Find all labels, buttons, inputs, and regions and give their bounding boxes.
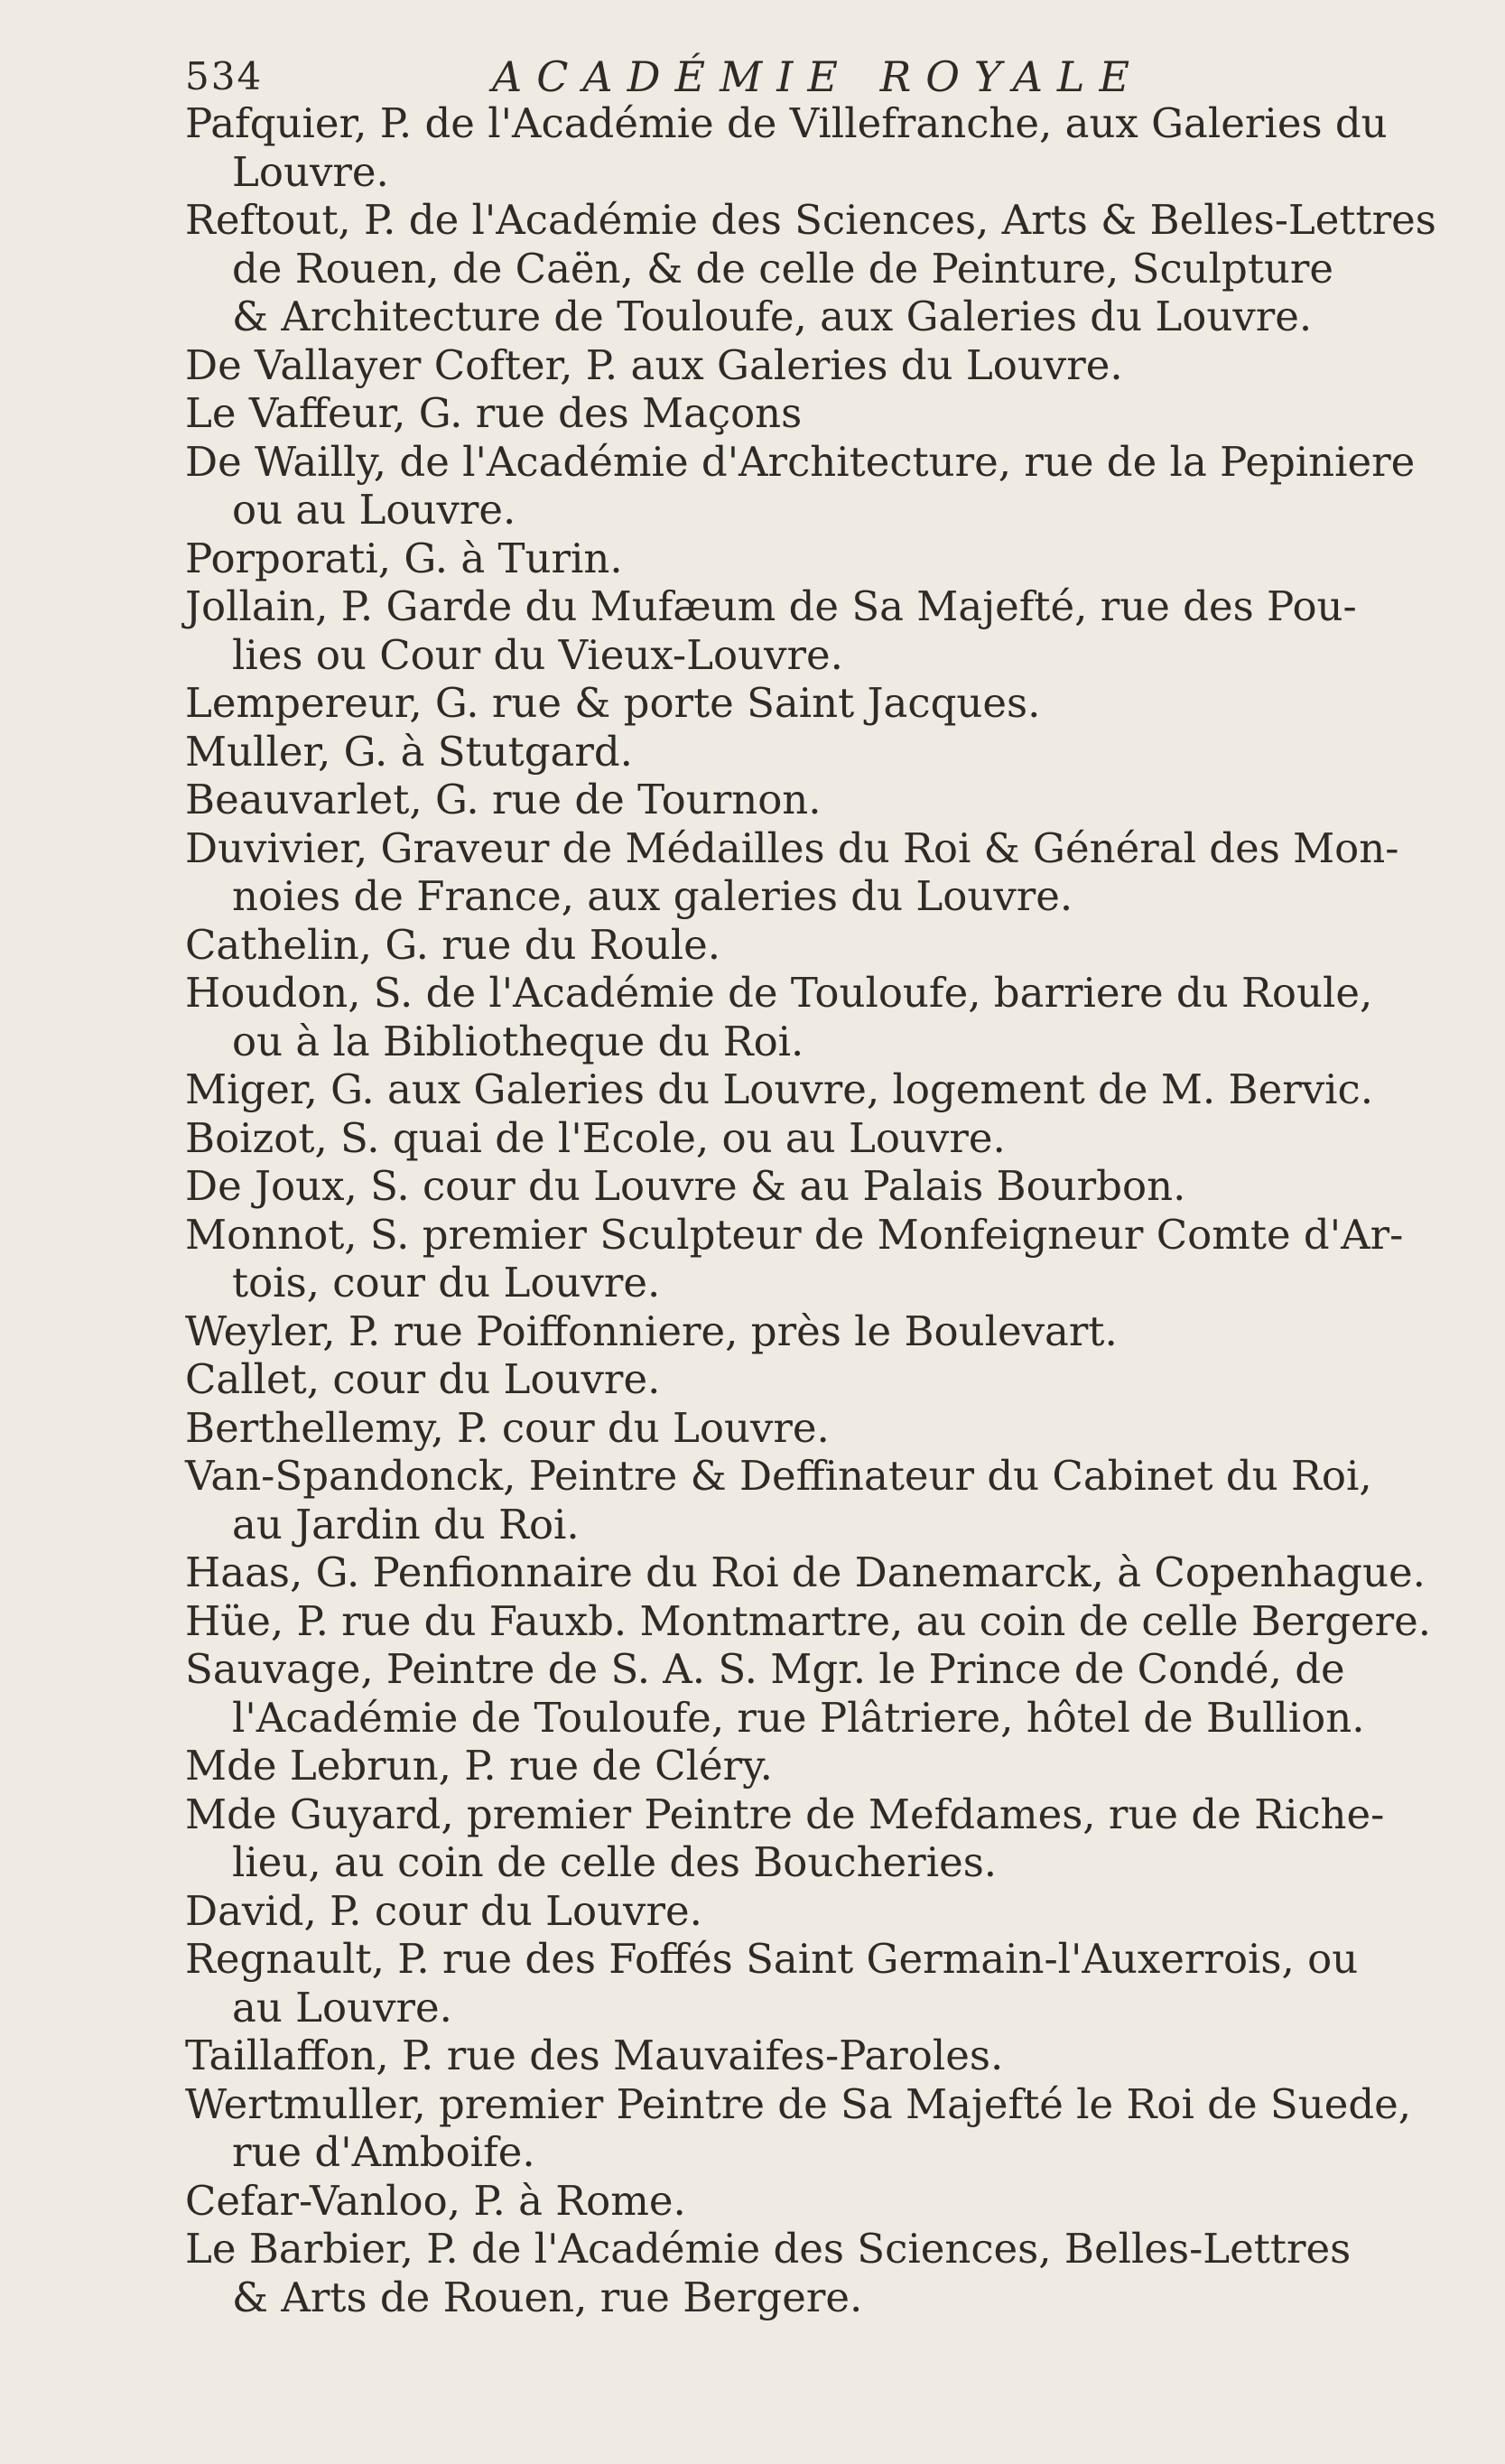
entry-line: Wertmuller, premier Peintre de Sa Majefté le Roi de Suede, (185, 2079, 1412, 2128)
entry-line: Taillaffon, P. rue des Mauvaifes-Paroles. (185, 2032, 1004, 2079)
entry-line: Le Vaffeur, G. rue des Maçons (185, 389, 803, 437)
entry-line: Weyler, P. rue Poiffonniere, près le Boulevart. (185, 1306, 1118, 1355)
entry-continuation-line: lieu, au coin de celle des Boucheries. (232, 1838, 998, 1886)
entry-line: De Joux, S. cour du Louvre & au Palais Bourbon. (185, 1162, 1186, 1210)
list-entry (185, 341, 1467, 390)
member-list (185, 99, 1467, 2321)
list-entry (185, 1162, 1467, 1211)
list-entry (185, 1548, 1467, 1597)
page-number: 534 (185, 54, 264, 98)
page-header (185, 43, 1467, 107)
entry-line: Monnot, S. premier Sculpteur de Monfeigneur Comte d'Ar- (185, 1210, 1404, 1259)
entry-continuation-line: au Jardin du Roi. (232, 1500, 580, 1548)
entry-line: Le Barbier, P. de l'Académie des Sciences, Belles-Lettres (185, 2225, 1352, 2273)
entry-continuation-line: tois, cour du Louvre. (232, 1259, 661, 1306)
entry-continuation-line: de Rouen, de Caën, & de celle de Peinture, Sculpture (232, 244, 1334, 293)
entry-line: Cathelin, G. rue du Roule. (185, 920, 721, 969)
entry-line: Muller, G. à Stutgard. (185, 727, 633, 776)
entry-line: Sauvage, Peintre de S. A. S. Mgr. le Prince de Condé, de (185, 1645, 1345, 1693)
entry-continuation-line: l'Académie de Touloufe, rue Plâtriere, hôtel de Bullion. (232, 1693, 1365, 1742)
running-title: ACADÉMIE ROYALE (492, 52, 1145, 101)
entry-line: Cefar-Vanloo, P. à Rome. (185, 2176, 686, 2225)
entry-continuation-line: noies de France, aux galeries du Louvre. (232, 872, 1073, 920)
entry-line: Mde Guyard, premier Peintre de Mefdames, rue de Riche- (185, 1790, 1385, 1838)
list-entry (185, 582, 1467, 679)
entry-line: Jollain, P. Garde du Mufæum de Sa Majefté, rue des Pou- (185, 582, 1357, 630)
entry-continuation-line: lies ou Cour du Vieux-Louvre. (232, 630, 843, 679)
entry-line: Porporati, G. à Turin. (185, 534, 623, 582)
list-entry (185, 1065, 1467, 1114)
entry-line: Beauvarlet, G. rue de Tournon. (185, 776, 822, 823)
list-entry (185, 389, 1467, 438)
entry-line: Regnault, P. rue des Foffés Saint Germain-l'Auxerrois, ou (185, 1935, 1359, 1983)
list-entry (185, 1452, 1467, 1548)
list-entry (185, 438, 1467, 535)
list-entry (185, 2080, 1467, 2177)
list-entry (185, 99, 1467, 196)
list-entry (185, 1404, 1467, 1453)
entry-line: Mde Lebrun, P. rue de Cléry. (185, 1742, 773, 1790)
list-entry (185, 679, 1467, 728)
list-entry (185, 535, 1467, 583)
list-entry (185, 1114, 1467, 1163)
list-entry (185, 1935, 1467, 2032)
entry-continuation-line: au Louvre. (232, 1983, 452, 2032)
list-entry (185, 1597, 1467, 1646)
entry-continuation-line: & Architecture de Touloufe, aux Galeries du Louvre. (232, 293, 1313, 340)
list-entry (185, 728, 1467, 776)
list-entry (185, 1211, 1467, 1307)
entry-line: Hüe, P. rue du Fauxb. Montmartre, au coin de celle Bergere. (185, 1596, 1432, 1645)
list-entry (185, 776, 1467, 824)
entry-line: Lempereur, G. rue & porte Saint Jacques. (185, 679, 1041, 727)
entry-line: Berthellemy, P. cour du Louvre. (185, 1403, 830, 1452)
entry-continuation-line: ou au Louvre. (232, 486, 516, 534)
entry-line: Duvivier, Graveur de Médailles du Roi & Général des Mon- (185, 823, 1399, 872)
entry-line: De Wailly, de l'Académie d'Architecture, rue de la Pepiniere (185, 437, 1416, 486)
entry-continuation-line: Louvre. (232, 147, 389, 196)
list-entry (185, 1742, 1467, 1790)
list-entry (185, 1790, 1467, 1887)
list-entry (185, 1645, 1467, 1742)
list-entry (185, 2032, 1467, 2080)
list-entry (185, 1355, 1467, 1404)
list-entry (185, 921, 1467, 970)
entry-line: Boizot, S. quai de l'Ecole, ou au Louvre. (185, 1113, 1006, 1162)
entry-continuation-line: rue d'Amboife. (232, 2128, 535, 2176)
list-entry (185, 2225, 1467, 2321)
list-entry (185, 2177, 1467, 2226)
list-entry (185, 1307, 1467, 1356)
list-entry (185, 969, 1467, 1065)
list-entry (185, 196, 1467, 341)
entry-line: Van-Spandonck, Peintre & Deffinateur du Cabinet du Roi, (185, 1452, 1372, 1500)
entry-line: Reftout, P. de l'Académie des Sciences, Arts & Belles-Lettres (185, 196, 1436, 244)
entry-line: Houdon, S. de l'Académie de Touloufe, barriere du Roule, (185, 969, 1373, 1017)
list-entry (185, 824, 1467, 921)
entry-line: David, P. cour du Louvre. (185, 1886, 702, 1935)
entry-continuation-line: & Arts de Rouen, rue Bergere. (232, 2273, 863, 2321)
entry-continuation-line: ou à la Bibliotheque du Roi. (232, 1017, 804, 1065)
list-entry (185, 1887, 1467, 1936)
entry-line: Haas, G. Penfionnaire du Roi de Danemarck, à Copenhague. (185, 1548, 1426, 1596)
entry-line: Pafquier, P. de l'Académie de Villefranche, aux Galeries du (185, 99, 1388, 147)
entry-line: Callet, cour du Louvre. (185, 1355, 661, 1403)
entry-line: Miger, G. aux Galeries du Louvre, logement de M. Bervic. (185, 1065, 1374, 1113)
entry-line: De Vallayer Cofter, P. aux Galeries du Louvre. (185, 340, 1123, 389)
